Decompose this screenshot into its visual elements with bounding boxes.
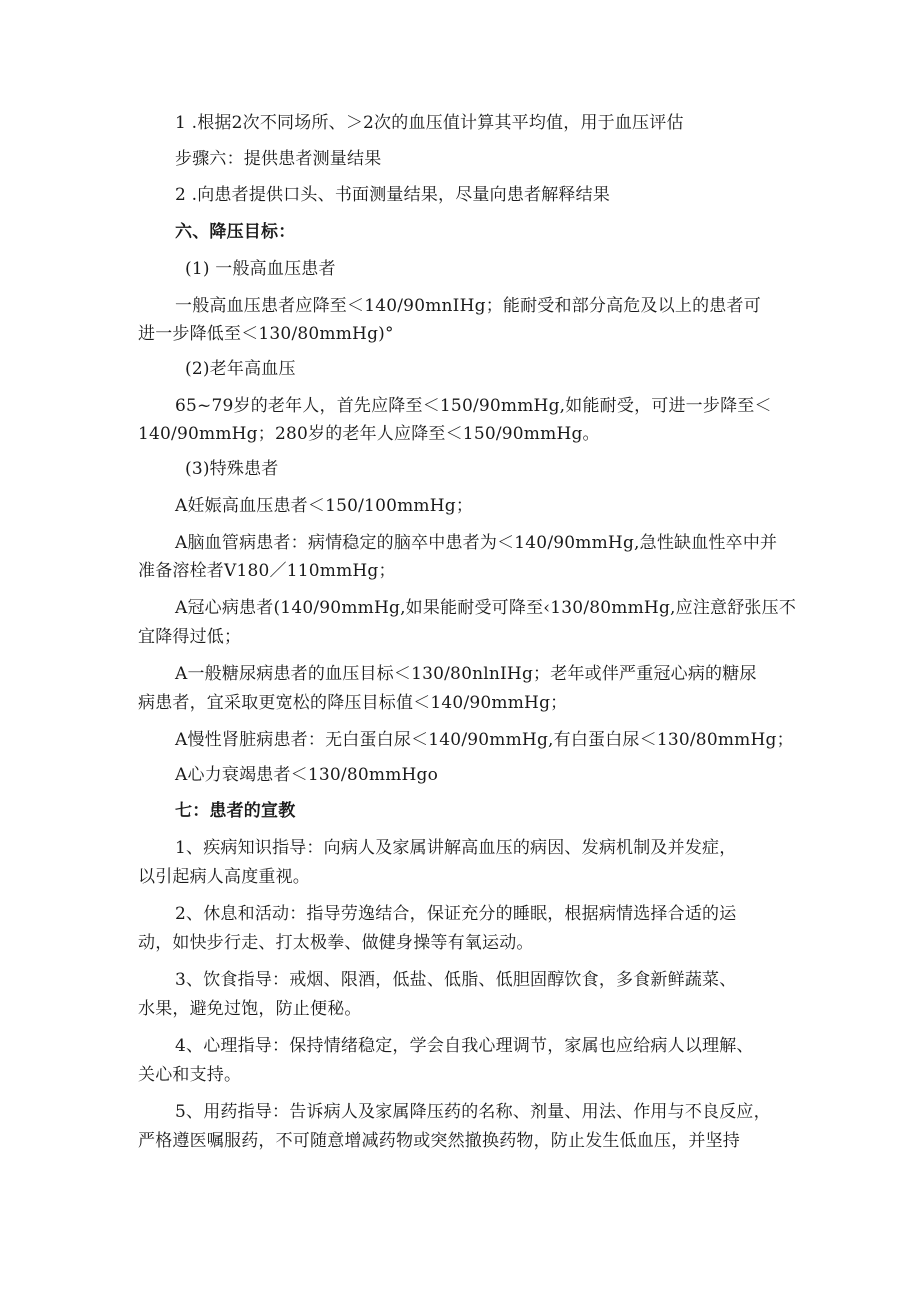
text-line: 2 .向患者提供口头、书面测量结果，尽量向患者解释结果 xyxy=(175,185,611,205)
text-line: 3、饮食指导：戒烟、限酒，低盐、低脂、低胆固醇饮食，多食新鲜蔬菜、 xyxy=(175,970,737,990)
text-line: 动，如快步行走、打太极拳、做健身操等有氧运动。 xyxy=(138,933,534,953)
text-line: 进一步降低至＜130/80mmHg)° xyxy=(138,324,394,344)
subsection-heading: (2)老年高血压 xyxy=(185,359,296,379)
text-line: 关心和支持。 xyxy=(138,1065,242,1085)
section-heading: 六、降压目标： xyxy=(175,222,296,242)
text-line: 水果，避免过饱，防止便秘。 xyxy=(138,999,362,1019)
text-line: 1 .根据2次不同场所、＞2次的血压值计算其平均值，用于血压评估 xyxy=(175,113,684,133)
text-line: 步骤六：提供患者测量结果 xyxy=(175,149,382,169)
text-line: 4、心理指导：保持情绪稳定，学会自我心理调节，家属也应给病人以理解、 xyxy=(175,1036,754,1056)
text-line: 5、用药指导：告诉病人及家属降压药的名称、剂量、用法、作用与不良反应， xyxy=(175,1102,771,1122)
text-line: 准备溶栓者V180／110mmHg； xyxy=(138,561,396,581)
text-line: 65~79岁的老年人，首先应降至＜150/90mmHg,如能耐受，可进一步降至＜ xyxy=(175,396,772,416)
text-line: A心力衰竭患者＜130/80mmHgo xyxy=(175,765,439,785)
text-line: A冠心病患者(140/90mmHg,如果能耐受可降至‹130/80mmHg,应注意舒张压不 xyxy=(175,598,797,618)
text-line: A脑血管病患者：病情稳定的脑卒中患者为＜140/90mmHg,急性缺血性卒中并 xyxy=(175,533,778,553)
text-line: 一般高血压患者应降至＜140/90mnIHg；能耐受和部分高危及以上的患者可 xyxy=(175,296,761,316)
subsection-heading: (1) 一般高血压患者 xyxy=(185,259,336,279)
text-line: A妊娠高血压患者＜150/100mmHg； xyxy=(175,496,474,516)
text-line: A慢性肾脏病患者：无白蛋白尿＜140/90mmHg,有白蛋白尿＜130/80mmHg； xyxy=(175,730,794,750)
text-line: 以引起病人高度重视。 xyxy=(138,867,310,887)
text-line: 140/90mmHg；280岁的老年人应降至＜150/90mmHg。 xyxy=(138,424,600,444)
text-line: 严格遵医嘱服药，不可随意增减药物或突然撤换药物，防止发生低血压，并坚持 xyxy=(138,1131,740,1151)
text-line: 2、休息和活动：指导劳逸结合，保证充分的睡眠，根据病情选择合适的运 xyxy=(175,904,737,924)
section-heading: 七：患者的宣教 xyxy=(175,801,296,821)
text-line: 1、疾病知识指导：向病人及家属讲解高血压的病因、发病机制及并发症， xyxy=(175,838,737,858)
text-line: 病患者，宜采取更宽松的降压目标值＜140/90mmHg； xyxy=(138,693,568,713)
subsection-heading: (3)特殊患者 xyxy=(185,459,279,479)
text-line: A一般糖尿病患者的血压目标＜130/80nlnIHg；老年或伴严重冠心病的糖尿 xyxy=(175,664,757,684)
text-line: 宜降得过低； xyxy=(138,627,242,647)
